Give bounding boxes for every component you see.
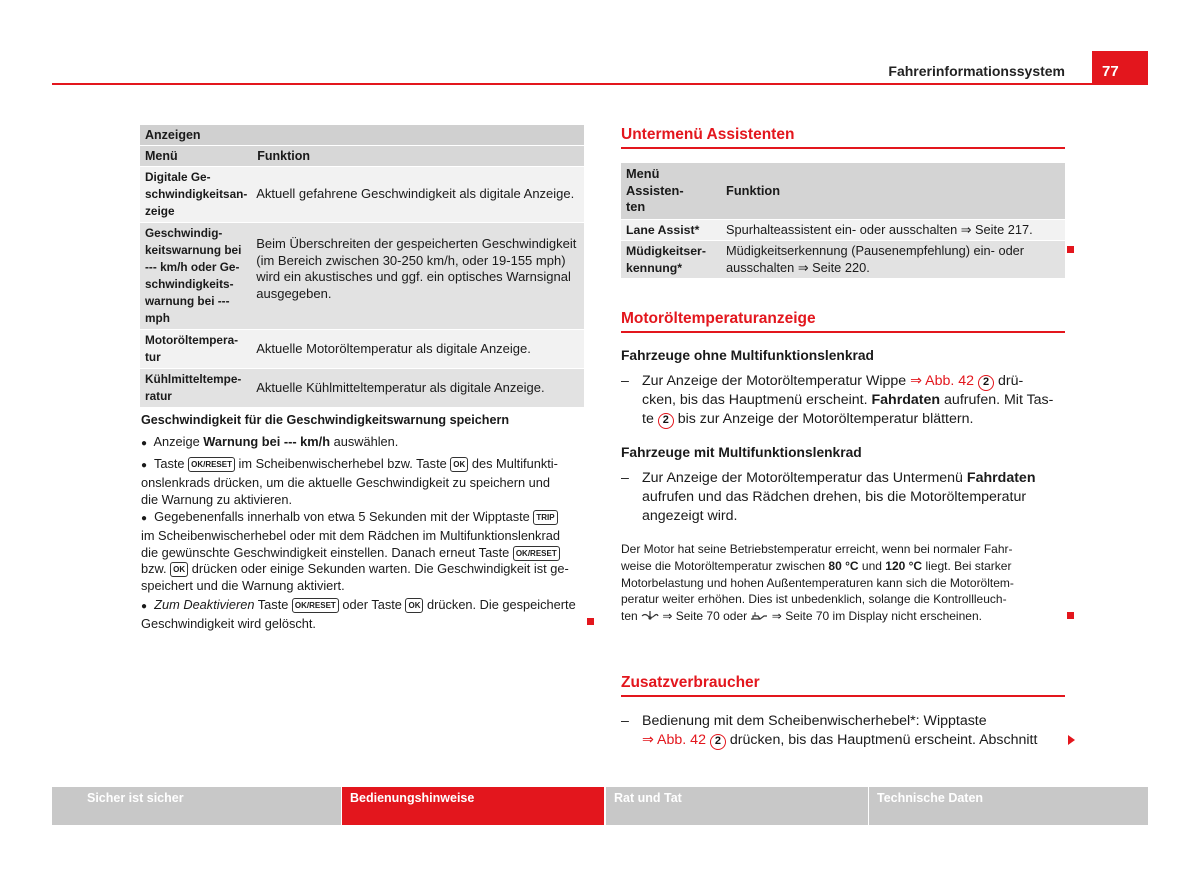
column-header-function: Funktion [252,146,584,167]
ok-key-icon: OK [170,562,188,577]
section-title-oil-temp: Motoröltemperaturanzeige [621,310,1065,333]
figure-reference[interactable]: ⇒ Abb. 42 [642,732,706,748]
list-item: ● Taste OK/RESET im Scheibenwischerhebel bzw. Taste OK des Multifunkti- onslenkrads drücken, um die aktuelle Geschwindigkeit zu speichern und die Warnung zu aktivieren. [141,456,558,507]
callout-number-icon: 2 [978,375,994,391]
list-item: ● Gegebenenfalls innerhalb von etwa 5 Sekunden mit der Wipptaste TRIP im Scheibenwischerhebel oder mit dem Rädchen im Multifunktionslenkrad die gewünschte Geschwindigkeit einstellen. Danach erneut Taste OK/RESET bzw. OK drücken oder einige Sekunden warten. Die Geschwindigkeit ist ge- speichert und die Warnung aktiviert. [141,509,569,594]
function-cell: Beim Überschreiten der gespeicherten Geschwindigkeit (im Bereich zwischen 30-250 km/h, oder 19-155 mph) wird ein akustisches und ggf. ein optisches Warnsignal ausgegeben. [252,223,584,330]
menu-cell: Kühlmitteltempe- ratur [140,369,252,408]
ok-reset-key-icon: OK/RESET [513,546,560,561]
ok-reset-key-icon: OK/RESET [188,457,235,472]
menu-cell: Geschwindig- keitswarnung bei --- km/h oder Ge- schwindigkeits- warnung bei --- mph [140,223,252,330]
ok-reset-key-icon: OK/RESET [292,598,339,613]
menu-cell: Lane Assist* [621,219,721,241]
callout-number-icon: 2 [710,734,726,750]
subheading-no-mfsw: Fahrzeuge ohne Multifunktionslenkrad [621,348,874,363]
list-item: ● Anzeige Warnung bei --- km/h auswählen. [141,434,399,449]
chapter-title: Fahrerinformationssystem [888,63,1065,79]
subheading-store-speed: Geschwindigkeit für die Geschwindigkeitswarnung speichern [141,413,510,427]
end-square-icon [1067,612,1074,619]
menu-cell: Digitale Ge- schwindigkeitsan- zeige [140,167,252,223]
end-square-icon [587,618,594,625]
page-number: 77 [1092,51,1148,85]
section-title-aux-consumers: Zusatzverbraucher [621,674,1065,697]
oil-temp-paragraph: Der Motor hat seine Betriebstemperatur erreicht, wenn bei normaler Fahr- weise die Motoröltemperatur zwischen 80 °C und 120 °C liegt. Bei starker Motorbelastung und hohen Außentemperaturen kann sich die Motoröltem- peratur weiter erhöhen. Dies ist unbedenklich, solange die Kontrollleuch- ten ⇒ Seite 70 oder ⇒ Seite 70 im Display nicht erscheinen. [621,542,1014,624]
section-title-assistants: Untermenü Assistenten [621,126,1065,149]
function-cell: Müdigkeitserkennung (Pausenempfehlung) ein- oder ausschalten ⇒ Seite 220. [721,241,1065,279]
ok-key-icon: OK [450,457,468,472]
assistants-table [621,163,1065,278]
list-item: – Zur Anzeige der Motoröltemperatur Wippe ⇒ Abb. 42 2 drü- cken, bis das Hauptmenü erscheint. Fahrdaten aufrufen. Mit Tas- te 2 bis zur Anzeige der Motoröltemperatur blättern. [621,373,1054,427]
column-header-menu: Menü [140,146,252,167]
list-item: – Bedienung mit dem Scheibenwischerhebel*: Wipptaste ⇒ Abb. 42 2 drücken, bis das Hauptmenü erscheint. Abschnitt [621,713,1038,748]
table-title: Anzeigen [140,125,584,146]
figure-reference[interactable]: ⇒ Abb. 42 [910,373,975,389]
column-header-menu: Menü Assisten- ten [621,163,721,219]
table-row [621,219,1065,241]
subheading-with-mfsw: Fahrzeuge mit Multifunktionslenkrad [621,445,862,460]
table-row [140,167,584,223]
table-row [140,330,584,369]
oil-temp-warning-icon [750,611,768,621]
table-row [140,369,584,408]
function-cell: Aktuell gefahrene Geschwindigkeit als digitale Anzeige. [252,167,584,223]
continue-arrow-icon [1068,735,1075,745]
list-item: – Zur Anzeige der Motoröltemperatur das Untermenü Fahrdaten aufrufen und das Rädchen drehen, bis die Motoröltemperatur angezeigt wird. [621,470,1036,524]
column-header-function: Funktion [721,163,1065,219]
menu-cell: Müdigkeitser- kennung* [621,241,721,279]
footer-tab-advice[interactable]: Rat und Tat [606,787,868,825]
menu-cell: Motoröltempera- tur [140,330,252,369]
footer-tab-operation[interactable]: Bedienungshinweise [342,787,604,825]
table-row [140,223,584,330]
table-row [621,241,1065,279]
function-cell: Aktuelle Kühlmitteltemperatur als digitale Anzeige. [252,369,584,408]
end-square-icon [1067,246,1074,253]
ok-key-icon: OK [405,598,423,613]
list-item: ● Zum Deaktivieren Taste OK/RESET oder Taste OK drücken. Die gespeicherte Geschwindigkeit wird gelöscht. [141,597,576,631]
trip-key-icon: TRIP [533,510,557,525]
function-cell: Spurhalteassistent ein- oder ausschalten ⇒ Seite 217. [721,219,1065,241]
displays-table [140,125,584,407]
footer-tab-technical-data[interactable]: Technische Daten [869,787,1148,825]
header-rule [52,83,1148,85]
footer-tab-safety[interactable]: Sicher ist sicher [52,787,341,825]
coolant-warning-icon [641,611,659,621]
function-cell: Aktuelle Motoröltemperatur als digitale Anzeige. [252,330,584,369]
callout-number-icon: 2 [658,413,674,429]
